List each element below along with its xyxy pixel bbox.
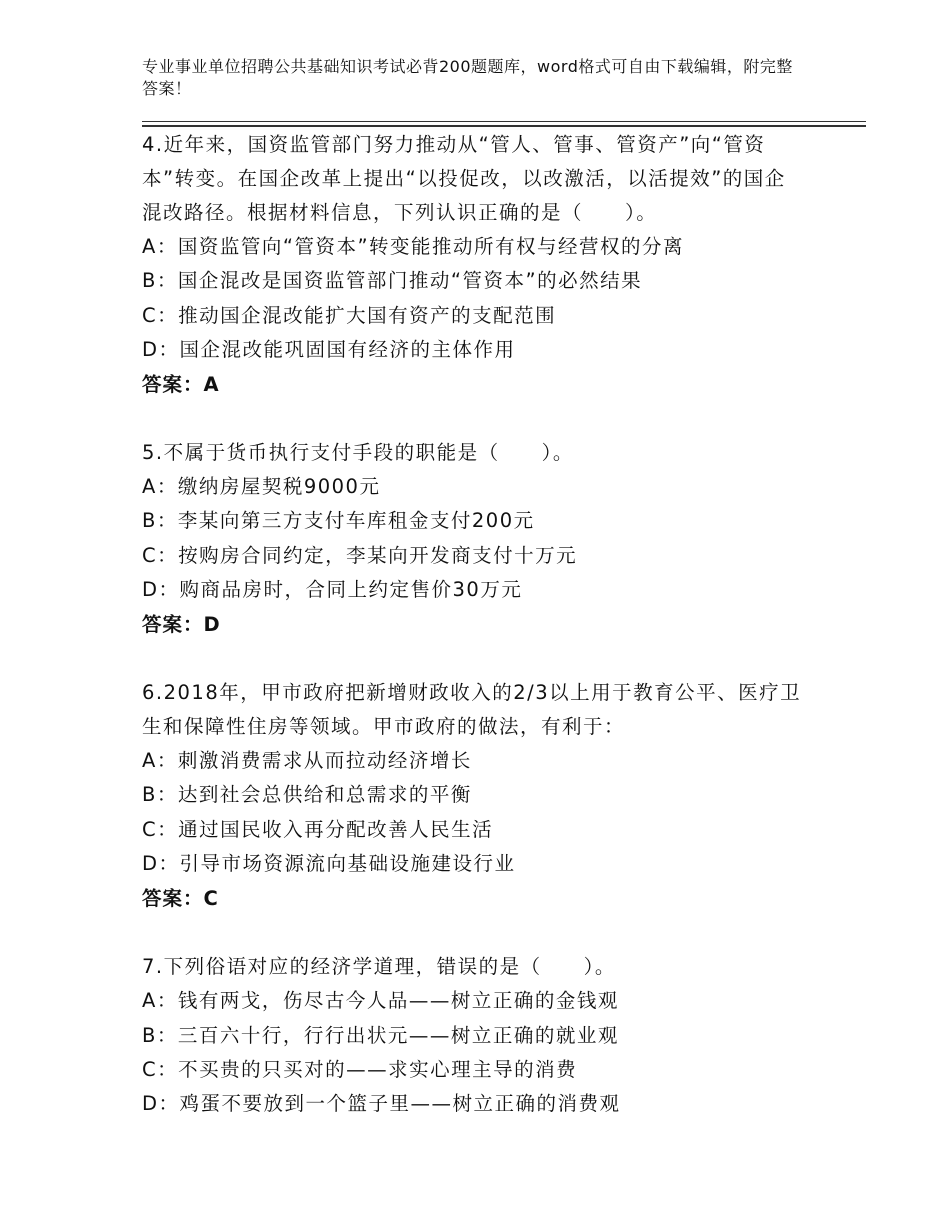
answer-line: 答案：C <box>142 886 219 910</box>
option-b: B：国企混改是国资监管部门推动“管资本”的必然结果 <box>142 269 643 293</box>
question-4 <box>142 128 842 402</box>
question-5 <box>142 436 842 642</box>
option-a: A：钱有两戈，伤尽古今人品——树立正确的金钱观 <box>142 989 619 1013</box>
question-stem: 4.近年来，国资监管部门努力推动从“管人、管事、管资产”向“管资本”转变。在国企改革上提出“以投促改，以改激活，以活提效”的国企混改路径。根据材料信息，下列认识正确的是（ ）。 <box>142 133 786 224</box>
option-a: A：国资监管向“管资本”转变能推动所有权与经营权的分离 <box>142 235 685 258</box>
page-header: 专业事业单位招聘公共基础知识考试必背200题题库，word格式可自由下载编辑，附完整答案！ <box>142 57 793 98</box>
question-stem: 6.2018年，甲市政府把新增财政收入的2/3以上用于教育公平、医疗卫生和保障性住房等领域。甲市政府的做法，有利于： <box>142 681 802 739</box>
option-c: C：通过国民收入再分配改善人民生活 <box>142 817 494 841</box>
option-d: D：引导市场资源流向基础设施建设行业 <box>142 852 516 876</box>
answer-line: 答案：A <box>142 372 220 396</box>
header-rule-thick <box>142 125 866 127</box>
option-a: A：缴纳房屋契税9000元 <box>142 475 381 499</box>
question-6 <box>142 676 842 916</box>
option-d: D：购商品房时，合同上约定售价30万元 <box>142 578 523 602</box>
option-c: C：不买贵的只买对的——求实心理主导的消费 <box>142 1057 578 1081</box>
header-rule-thin <box>142 121 866 122</box>
option-b: B：达到社会总供给和总需求的平衡 <box>142 783 472 807</box>
answer-line: 答案：D <box>142 612 221 636</box>
question-7 <box>142 950 842 1122</box>
question-stem: 7.下列俗语对应的经济学道理，错误的是（ ）。 <box>142 955 616 979</box>
option-c: C：推动国企混改能扩大国有资产的支配范围 <box>142 303 557 327</box>
option-b: B：李某向第三方支付车库租金支付200元 <box>142 509 535 533</box>
option-d: D：国企混改能巩固国有经济的主体作用 <box>142 338 516 362</box>
question-list <box>142 128 842 1156</box>
option-a: A：刺激消费需求从而拉动经济增长 <box>142 749 472 773</box>
option-b: B：三百六十行，行行出状元——树立正确的就业观 <box>142 1023 619 1047</box>
option-d: D：鸡蛋不要放到一个篮子里——树立正确的消费观 <box>142 1092 621 1116</box>
option-c: C：按购房合同约定，李某向开发商支付十万元 <box>142 543 578 567</box>
question-stem: 5.不属于货币执行支付手段的职能是（ ）。 <box>142 441 574 465</box>
